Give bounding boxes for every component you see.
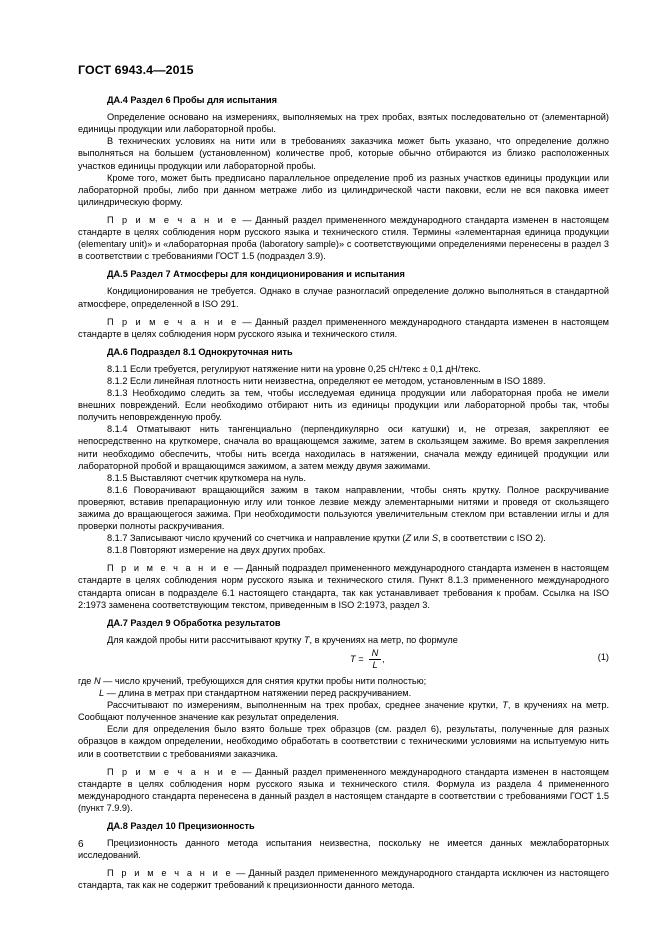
formula-number: (1) — [597, 651, 609, 662]
note-label: П р и м е ч а н и е — [107, 214, 239, 225]
clause-8-1-3: 8.1.3 Необходимо следить за тем, чтобы исследуемая единица продукции или лабораторная проба не имели внешних повреждений. Если необходимо отбирают нить из единицы продукции или лабораторной пробы так, чтобы получить неповрежденную пробу. — [78, 388, 609, 423]
paragraph: Если для определения было взято больше трех образцов (см. раздел 6), результаты, полученные для разных образцов в каждом определении, необходимо обработать в соответствии с техническими условиями на испытуемую нить или в соответствии с требованиями заказчика. — [78, 724, 609, 759]
formula-numerator: N — [369, 648, 381, 660]
formula-1: T = $\frac{N}{L}$ , (1) — [350, 647, 609, 670]
paragraph: Кондиционирования не требуется. Однако в случае разногласий определение должно выполняться в стандартной атмосфере, определенной в ISO 291. — [78, 286, 609, 309]
note-paragraph: П р и м е ч а н и е — Данный подраздел примененного международного стандарта изменен в настоящем стандарте в целях соблюдения норм русского языка и технического стиля. Пункт 8.1.3 примененного международного стандарта описан в подразделе 6.1 настоящего стандарта, так как устанавливает требования к пробам. Ссылка на ISO 2:1973 заменена соответствующим текстом, приведенным в ISO 2:1973, раздел 3. — [78, 563, 609, 610]
note-paragraph: П р и м е ч а н и е — Данный раздел примененного международного стандарта исключен из настоящего стандарта, так как не содержит требований к прецизионности данного метода. — [78, 868, 609, 891]
clause-8-1-4: 8.1.4 Отматывают нить тангенциально (перпендикулярно оси катушки) и, не отрезая, закрепляют ее непосредственно на круткомере, сначала во вращающемся зажиме, затем в скользящем зажиме. Во время закрепления нити необходимо обеспечить, чтобы нить всегда находилась в натяжении, сначала между единицей продукции или лабораторной пробой и вращающимся зажимом, а затем между двумя зажимами. — [78, 424, 609, 471]
document-header: ГОСТ 6943.4—2015 — [78, 63, 194, 77]
note-label: П р и м е ч а н и е — [107, 868, 233, 879]
section-title-da7: ДА.7 Раздел 9 Обработка результатов — [107, 617, 281, 628]
formula-lhs: T = — [350, 653, 364, 664]
section-title-da8: ДА.8 Раздел 10 Прецизионность — [107, 820, 255, 831]
document-page — [78, 64, 609, 891]
clause-8-1-5: 8.1.5 Выставляют счетчик круткомера на нуль. — [107, 472, 306, 483]
formula-fraction — [369, 648, 381, 671]
paragraph: Для каждой пробы нити рассчитывают крутку T, в кручениях на метр, по формуле — [107, 634, 458, 645]
clause-8-1-1: 8.1.1 Если требуется, регулируют натяжение нити на уровне 0,25 сН/текс ± 0,1 дН/текс. — [107, 363, 481, 374]
formula-denominator: L — [372, 659, 378, 670]
paragraph: Кроме того, может быть предписано параллельное определение проб из разных участков единицы продукции или лабораторной пробы, либо при данном метраже либо из цилиндрической части паковки, если не вся паковка имеет цилиндрическую форму. — [78, 172, 609, 207]
paragraph: Прецизионность данного метода испытания неизвестна, поскольку не имеется данных межлабораторных исследований. — [78, 838, 609, 861]
section-title-da5: ДА.5 Раздел 7 Атмосферы для кондиционирования и испытания — [107, 269, 405, 280]
clause-8-1-6: 8.1.6 Поворачивают вращающийся зажим в таком направлении, чтобы снять крутку. Полное раскручивание проверяют, вставив препарационную иглу или тонкое лезвие между элементарными нитями и проведя от скользящего зажима до вращающегося зажима. При необходимости пользуются увеличительным стеклом при вставлении иглы и для проверки полноты раскручивания. — [78, 484, 609, 532]
section-title-da6: ДА.6 Подраздел 8.1 Однокруточная нить — [107, 346, 293, 357]
note-paragraph: П р и м е ч а н и е — Данный раздел примененного международного стандарта изменен в настоящем стандарте в целях соблюдения норм русского языка и технического стиля. — [78, 316, 609, 339]
note-label: П р и м е ч а н и е — [107, 563, 231, 574]
paragraph: В технических условиях на нити или в требованиях заказчика может быть указано, что определение должно выполняться на большем (установленном) количестве проб, которые обычно отбираются из близко расположенных участков единицы продукции или лабораторной пробы. — [78, 136, 609, 171]
paragraph: Рассчитывают по измерениям, выполненным на трех пробах, среднее значение крутки, T, в кручениях на метр. Сообщают полученное значение как результат определения. — [78, 700, 609, 723]
note-paragraph: П р и м е ч а н и е — Данный раздел примененного международного стандарта изменен в настоящем стандарте в целях соблюдения норм русского языка и технического стиля. Термины «элементарная единица продукции (elementary unit)» и «лабораторная проба (laboratory sample)» с соответствующими определениями перенесены в раздел 3 в соответствии с требованиями ГОСТ 1.5 (подраздел 3.9). — [78, 214, 609, 262]
note-label: П р и м е ч а н и е — [107, 316, 239, 327]
page-number: 6 — [78, 839, 84, 850]
formula-legend-l: L — длина в метрах при стандартном натяжении перед раскручиванием. — [99, 688, 412, 699]
note-paragraph: П р и м е ч а н и е — Данный раздел примененного международного стандарта изменен в настоящем стандарте в целях соблюдения норм русского языка и технического стиля. Формула из раздела 4 примененного международного стандарта перенесена в данный раздел в настоящем стандарте в соответствии с требованиями ГОСТ 1.5 (пункт 7.9.9). — [78, 766, 609, 813]
clause-8-1-8: 8.1.8 Повторяют измерение на двух других пробах. — [107, 545, 326, 556]
clause-8-1-7: 8.1.7 Записывают число кручений со счетчика и направление крутки (Z или S, в соответствии с ISO 2). — [107, 533, 546, 544]
note-label: П р и м е ч а н и е — [107, 766, 239, 777]
section-title-da4: ДА.4 Раздел 6 Пробы для испытания — [107, 95, 277, 106]
formula-legend-n: где N — число кручений, требующихся для снятия крутки пробы нити полностью; — [78, 675, 427, 686]
paragraph: Определение основано на измерениях, выполняемых на трех пробах, взятых последовательно от (элементарной) единицы продукции или лабораторной пробы. — [78, 112, 609, 135]
clause-8-1-2: 8.1.2 Если линейная плотность нити неизвестна, определяют ее методом, установленным в ISO 1889. — [107, 375, 546, 386]
